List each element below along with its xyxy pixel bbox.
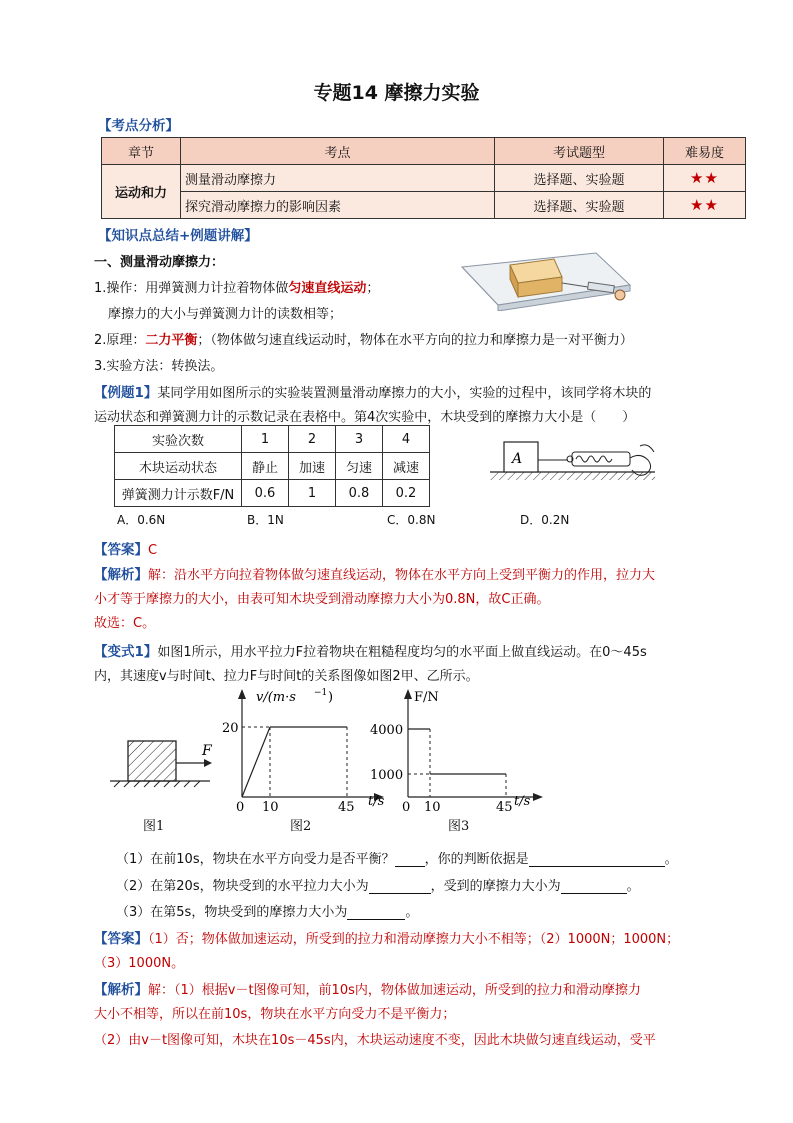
section-exam-analysis: 【考点分析】 bbox=[98, 118, 179, 134]
ex-cell: 加速 bbox=[289, 453, 336, 480]
f-axis-label: F/N bbox=[414, 690, 439, 705]
operation-line2: 摩擦力的大小与弹簧测力计的读数相等； bbox=[108, 307, 343, 322]
answer-blank[interactable] bbox=[347, 905, 405, 920]
ex-cell: 匀速 bbox=[336, 453, 383, 480]
question2: （2）在第20s，物块受到的水平拉力大小为 ，受到的摩擦力大小为 。 bbox=[116, 879, 640, 894]
fig3-caption: 图3 bbox=[448, 819, 470, 834]
ex-cell: 静止 bbox=[242, 453, 289, 480]
analysis2-line3: （2）由v－t图像可知，木块在10s－45s内，木块运动速度不变，因此木块做匀速直线运动，受平 bbox=[94, 1033, 656, 1048]
t-tick-45: 45 bbox=[338, 800, 355, 813]
v-axis-label: v/(m·s bbox=[256, 690, 296, 705]
analysis1-line3: 故选：C。 bbox=[94, 616, 156, 631]
block-spring-scale-diagram bbox=[490, 438, 670, 500]
answer-blank[interactable] bbox=[529, 852, 665, 867]
option-d: D．0.2N bbox=[520, 513, 570, 527]
type-cell: 选择题、实验题 bbox=[495, 165, 664, 192]
friction-apparatus-illustration bbox=[458, 245, 634, 311]
v-axis-exponent: −1 bbox=[314, 688, 328, 698]
analysis1-line1: 【解析】解：沿水平方向拉着物体做匀速直线运动，物体在水平方向上受到平衡力的作用，拉力大 bbox=[94, 567, 656, 583]
section-knowledge: 【知识点总结+例题讲解】 bbox=[98, 228, 258, 244]
ex-cell: 减速 bbox=[383, 453, 430, 480]
experiment-table bbox=[114, 425, 430, 507]
t-tick-45: 45 bbox=[496, 800, 513, 813]
answer2-line2: （3）1000N。 bbox=[94, 956, 185, 971]
force-f-label: F bbox=[202, 743, 212, 759]
ex-cell: 1 bbox=[289, 480, 336, 507]
ex-cell: 1 bbox=[242, 426, 289, 453]
principle-line: 2.原理：二力平衡；（物体做匀速直线运动时，物体在水平方向的拉力和摩擦力是一对平衡力） bbox=[94, 333, 633, 348]
t-tick-10: 10 bbox=[424, 800, 441, 813]
v-axis-close: ) bbox=[328, 690, 334, 705]
th-difficulty: 难易度 bbox=[664, 138, 746, 165]
difficulty-stars: ★★ bbox=[664, 192, 746, 219]
figure1-block-diagram bbox=[110, 735, 220, 793]
option-a: A．0.6N bbox=[117, 513, 166, 527]
ex-cell: 2 bbox=[289, 426, 336, 453]
v-tick-20: 20 bbox=[222, 721, 239, 736]
example1-line2: 运动状态和弹簧测力计的示数记录在表格中。第4次实验中，木块受到的摩擦力大小是（ ） bbox=[94, 410, 636, 425]
f-tick-4000: 4000 bbox=[370, 723, 404, 738]
ex-cell: 3 bbox=[336, 426, 383, 453]
variant1-line1: 【变式1】如图1所示，用水平拉力F拉着物块在粗糙程度均匀的水平面上做直线运动。在0～45s bbox=[94, 644, 647, 660]
analysis1-line2: 小才等于摩擦力的大小，由表可知木块受到滑动摩擦力大小为0.8N，故C正确。 bbox=[94, 592, 550, 607]
ex-cell: 木块运动状态 bbox=[115, 453, 242, 480]
operation-line: 1.操作：用弹簧测力计拉着物体做匀速直线运动； bbox=[94, 281, 380, 296]
option-b: B．1N bbox=[247, 513, 284, 527]
analysis2-line1: 【解析】解：（1）根据v－t图像可知，前10s内，物体做加速运动，所受到的拉力和滑动摩擦力 bbox=[94, 982, 641, 998]
t-axis-label: t/s bbox=[514, 794, 531, 809]
question1: （1）在前10s，物块在水平方向受力是否平衡？ ，你的判断依据是 。 bbox=[116, 852, 678, 867]
analysis2-line2: 大小不相等，所以在前10s，物块在水平方向受力不是平衡力； bbox=[94, 1007, 456, 1022]
th-chapter: 章节 bbox=[102, 138, 181, 165]
ex-cell: 4 bbox=[383, 426, 430, 453]
method-line: 3.实验方法：转换法。 bbox=[94, 359, 224, 374]
block-a-label: A bbox=[512, 451, 523, 467]
variant1-line2: 内，其速度v与时间t、拉力F与时间t的关系图像如图2甲、乙所示。 bbox=[94, 669, 479, 684]
th-point: 考点 bbox=[181, 138, 495, 165]
part1-heading: 一、测量滑动摩擦力： bbox=[94, 255, 225, 270]
question3: （3）在第5s，物块受到的摩擦力大小为 。 bbox=[116, 905, 419, 920]
difficulty-stars: ★★ bbox=[664, 165, 746, 192]
answer1: 【答案】C bbox=[94, 542, 158, 558]
answer-blank[interactable] bbox=[369, 879, 431, 894]
answer2-line1: 【答案】（1）否；物体做加速运动，所受到的拉力和滑动摩擦力大小不相等；（2）1000N；1000N； bbox=[94, 931, 680, 947]
t-tick-10: 10 bbox=[262, 800, 279, 813]
exam-point-table bbox=[101, 137, 746, 219]
ex-cell: 0.6 bbox=[242, 480, 289, 507]
ex-cell: 实验次数 bbox=[115, 426, 242, 453]
point-cell: 测量滑动摩擦力 bbox=[181, 165, 495, 192]
fig1-caption: 图1 bbox=[143, 819, 165, 834]
t-axis-label: t/s bbox=[368, 794, 385, 809]
answer-blank[interactable] bbox=[561, 879, 627, 894]
t-tick-0: 0 bbox=[236, 800, 245, 813]
chapter-cell: 运动和力 bbox=[102, 165, 181, 219]
ex-cell: 0.2 bbox=[383, 480, 430, 507]
type-cell: 选择题、实验题 bbox=[495, 192, 664, 219]
example1-line1: 【例题1】某同学用如图所示的实验装置测量滑动摩擦力的大小，实验的过程中，该同学将木块的 bbox=[94, 385, 652, 401]
f-tick-1000: 1000 bbox=[370, 768, 404, 783]
th-type: 考试题型 bbox=[495, 138, 664, 165]
fig2-caption: 图2 bbox=[290, 819, 312, 834]
page-title: 专题14 摩擦力实验 bbox=[313, 82, 480, 104]
ex-cell: 弹簧测力计示数F/N bbox=[115, 480, 242, 507]
t-tick-0: 0 bbox=[402, 800, 411, 813]
ex-cell: 0.8 bbox=[336, 480, 383, 507]
point-cell: 探究滑动摩擦力的影响因素 bbox=[181, 192, 495, 219]
figure3-ft-graph bbox=[368, 685, 548, 813]
answer-blank[interactable] bbox=[395, 852, 425, 867]
option-c: C．0.8N bbox=[387, 513, 436, 527]
